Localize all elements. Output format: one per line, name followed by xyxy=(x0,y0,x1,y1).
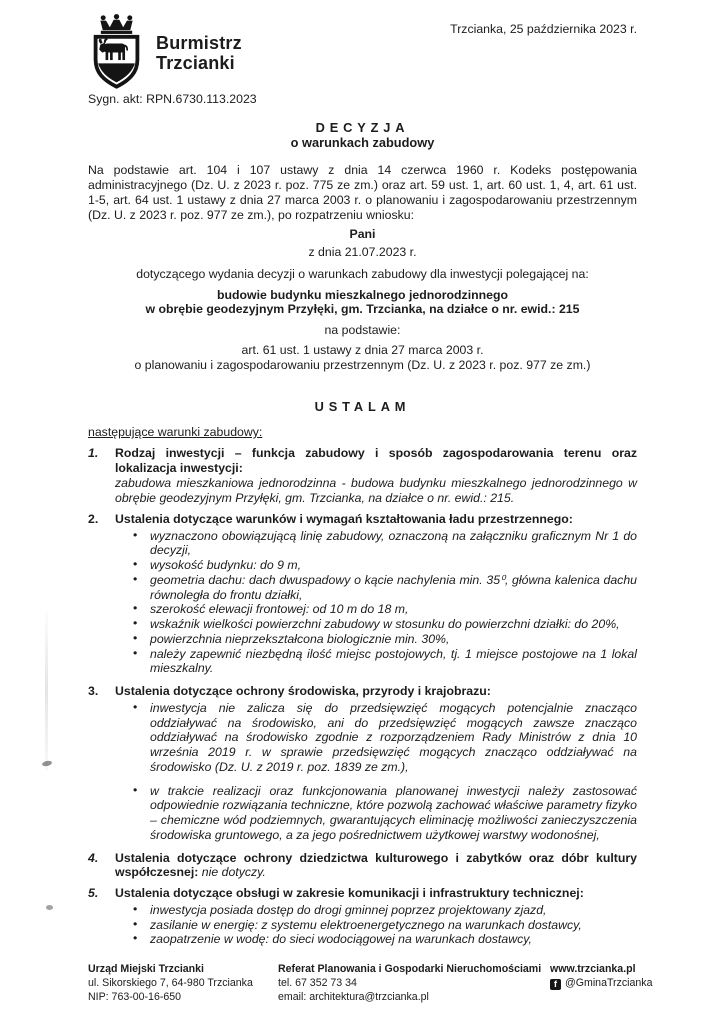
basis-label: na podstawie: xyxy=(324,323,401,338)
bullet-item: • szerokość elewacji frontowej: od 10 m do 18 m, xyxy=(131,602,637,617)
bullet-item: • inwestycja posiada dostęp do drogi gminnej poprzez projektowany zjazd, xyxy=(131,903,637,918)
footer-website: www.trzcianka.pl xyxy=(550,963,636,975)
authority-name xyxy=(156,33,242,90)
ruling-heading-block xyxy=(88,399,637,415)
section-4-number: 4. xyxy=(88,850,99,865)
document-footer xyxy=(88,962,690,1005)
section-3-title: Ustalenia dotyczące ochrony środowiska, przyrody i krajobrazu: xyxy=(115,684,491,699)
section-3-bullets xyxy=(131,701,637,843)
footer-office xyxy=(88,962,278,1005)
footer-department xyxy=(278,962,550,1005)
section-1-body: zabudowa mieszkaniowa jednorodzinna - budowa budynku mieszkalnego jednorodzinnego w obrębie geodezyjnym Przyłęki, gm. Trzcianka, na działce o nr. ewid.: 215. xyxy=(115,476,637,506)
authority-name-line1: Burmistrz xyxy=(156,33,242,53)
bullet-item: • zasilanie w energię: z systemu elektroenergetycznego na warunkach dostawcy, xyxy=(131,918,637,933)
section-4 xyxy=(88,851,637,881)
decision-title-block xyxy=(88,120,637,151)
section-1-title: Rodzaj inwestycji – funkcja zabudowy i sposób zagospodarowania terenu oraz lokalizacja inwestycji: xyxy=(115,445,637,475)
case-number: Sygn. akt: RPN.6730.113.2023 xyxy=(88,92,257,106)
section-5-bullets xyxy=(131,903,637,947)
section-2-bullets xyxy=(131,529,637,677)
section-2-number: 2. xyxy=(88,511,99,526)
section-3-number: 3. xyxy=(88,684,99,699)
bullet-item: • geometria dachu: dach dwuspadowy o kącie nachylenia min. 35⁰, główna kalenica dachu równoległa do frontu działki, xyxy=(131,573,637,603)
section-3 xyxy=(88,684,637,843)
authority-brand xyxy=(88,14,242,90)
section-1 xyxy=(88,446,637,506)
footer-social-line xyxy=(550,976,690,990)
footer-department-email: email: architektura@trzcianka.pl xyxy=(278,991,429,1004)
investment-line1: budowie budynku mieszkalnego jednorodzinnego xyxy=(216,287,509,302)
footer-office-name: Urząd Miejski Trzcianki xyxy=(88,963,204,975)
footer-social-handle: @GminaTrzcianka xyxy=(565,977,653,990)
bullet-item: • inwestycja nie zalicza się do przedsięwzięć mogących potencjalnie znacząco oddziaływać na środowisko, ani do przedsięwzięć mogących zawsze znacząco oddziaływać na środowisko zgodnie z rozporządzeniem Rady Ministrów z dnia 10 września 2019 r. w sprawie przedsięwzięć mogących znacząco oddziaływać na środowisko (Dz. U. z 2019 r. poz. 1839 ze zm.), xyxy=(131,701,637,775)
footer-web xyxy=(550,962,690,1005)
section-4-note: nie dotyczy. xyxy=(201,865,266,880)
legal-basis-paragraph: Na podstawie art. 104 i 107 ustawy z dnia 14 czerwca 1960 r. Kodeks postępowania administracyjnego (Dz. U. z 2023 r. poz. 775 ze zm.) oraz art. 59 ust. 1, art. 60 ust. 1, 4, art. 61 ust. 1-5, art. 64 ust. 1 ustawy z dnia 27 marca 2003 r. o planowaniu i zagospodarowaniu przestrzennym (Dz. U. z 2023 r. poz. 977 ze zm.), po rozpatrzeniu wniosku: xyxy=(88,163,637,222)
footer-department-name: Referat Planowania i Gospodarki Nieruchomościami xyxy=(278,963,542,975)
section-1-number: 1. xyxy=(88,445,99,460)
footer-office-nip: NIP: 763-00-16-650 xyxy=(88,991,182,1004)
decision-subtitle: o warunkach zabudowy xyxy=(290,135,435,151)
bullet-item: • w trakcie realizacji oraz funkcjonowania planowanej inwestycji należy zastosować odpowiednie rozwiązania techniczne, które pozwolą zachować właściwe parametry fizyko – chemiczne wód podziemnych, gwarantujących eliminację możliwości zanieczyszczenia środowiska gruntowego, a za jego pośrednictwem użytkowej warstwy wodonośnej, xyxy=(131,784,637,843)
section-5-title: Ustalenia dotyczące obsługi w zakresie komunikacji i infrastruktury technicznej: xyxy=(115,886,584,901)
scan-artifact xyxy=(45,606,48,771)
applicant-line: Pani xyxy=(349,227,376,242)
request-subject: dotyczącego wydania decyzji o warunkach zabudowy dla inwestycji polegającej na: xyxy=(136,266,589,281)
section-2 xyxy=(88,512,637,676)
coat-of-arms-logo xyxy=(88,14,145,90)
document-header xyxy=(88,14,637,90)
section-4-title xyxy=(115,851,637,881)
application-date: z dnia 21.07.2023 r. xyxy=(308,245,417,260)
section-5 xyxy=(88,886,637,947)
basis-lines xyxy=(88,343,637,373)
bullet-item: • wskaźnik wielkości powierzchni zabudowy w stosunku do powierzchni działki: do 20%, xyxy=(131,617,637,632)
scan-artifact xyxy=(46,905,53,910)
footer-office-address: ul. Sikorskiego 7, 64-980 Trzcianka xyxy=(88,977,253,990)
section-2-title: Ustalenia dotyczące warunków i wymagań kształtowania ładu przestrzennego: xyxy=(115,511,573,526)
ruling-subheading: następujące warunki zabudowy: xyxy=(88,425,263,440)
facebook-icon: f xyxy=(550,979,561,990)
decision-title: DECYZJA xyxy=(315,119,410,135)
basis-line2: o planowaniu i zagospodarowaniu przestrzennym (Dz. U. z 2023 r. poz. 977 ze zm.) xyxy=(134,357,591,372)
footer-department-phone: tel. 67 352 73 34 xyxy=(278,977,357,990)
bullet-item: • wyznaczono obowiązującą linię zabudowy, oznaczoną na załączniku graficznym Nr 1 do decyzji, xyxy=(131,529,637,559)
authority-name-line2: Trzcianki xyxy=(156,53,235,74)
place-date: Trzcianka, 25 października 2023 r. xyxy=(450,22,637,36)
section-4-title-text: Ustalenia dotyczące ochrony dziedzictwa kulturowego i zabytków oraz dóbr kultury współczesnej: xyxy=(115,850,637,880)
investment-line2: w obrębie geodezyjnym Przyłęki, gm. Trzcianka, na działce o nr. ewid.: 215 xyxy=(145,302,580,317)
conditions-list xyxy=(88,446,637,947)
bullet-item: • wysokość budynku: do 9 m, xyxy=(131,558,637,573)
ruling-heading: USTALAM xyxy=(314,399,411,415)
basis-line1: art. 61 ust. 1 ustawy z dnia 27 marca 2003 r. xyxy=(241,342,484,357)
bullet-item: • zaopatrzenie w wodę: do sieci wodociągowej na warunkach dostawcy, xyxy=(131,932,637,947)
bullet-item: • należy zapewnić niezbędną ilość miejsc postojowych, tj. 1 miejsce postojowe na 1 lokal mieszkalny. xyxy=(131,647,637,677)
section-5-number: 5. xyxy=(88,886,99,901)
investment-description xyxy=(88,288,637,318)
bullet-item: • powierzchnia nieprzekształcona biologicznie min. 30%, xyxy=(131,632,637,647)
